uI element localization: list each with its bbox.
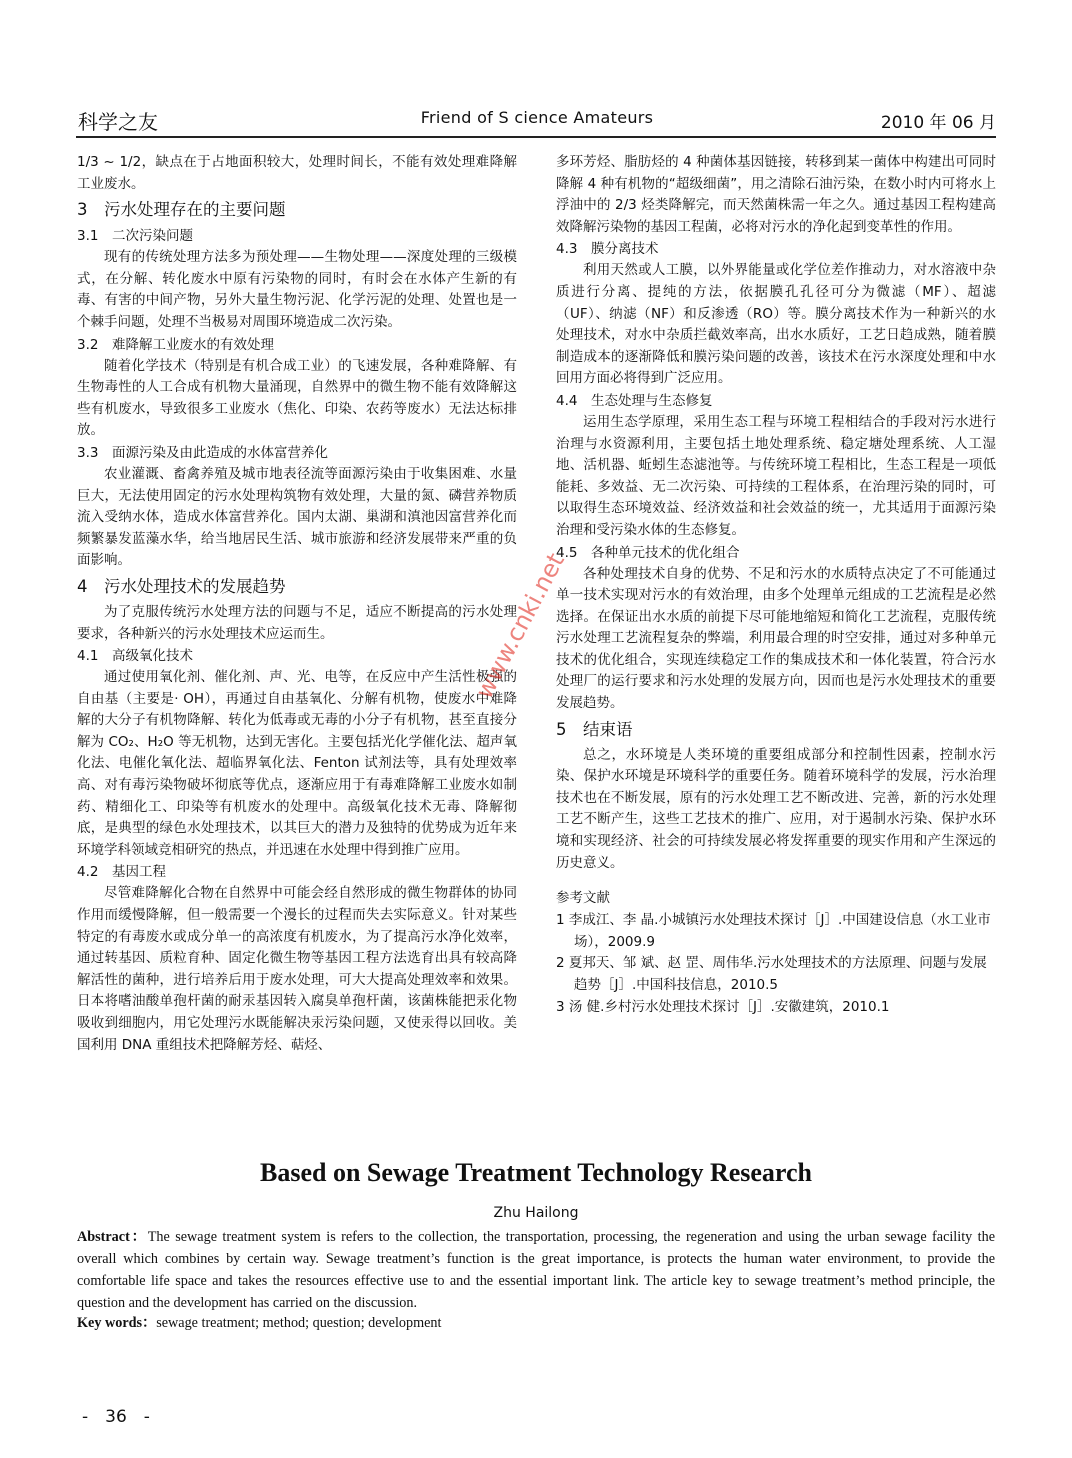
paragraph: 现有的传统处理方法多为预处理——生物处理——深度处理的三级模式，在分解、转化废水中原有污染物的同时，有时会在水体产生新的有毒、有害的中间产物，另外大量生物污泥、化学污泥的处理、处置也是一个棘手问题，处理不当极易对周围环境造成二次污染。 bbox=[77, 249, 517, 330]
paragraph: 1/3 ~ 1/2，缺点在于占地面积较大，处理时间长，不能有效处理难降解工业废水。 bbox=[77, 154, 517, 192]
abstract-label: Abstract： bbox=[77, 1229, 148, 1245]
paragraph: 多环芳烃、脂肪烃的 4 种菌体基因链接，转移到某一菌体中构建出可同时降解 4 种有机物的“超级细菌”，用之清除石油污染，在数小时内可将水上浮油中的 2/3 烃类降解完，而天然菌株需一年之久。通过基因工程构建高效降解污染物的基因工程菌，必将对污水的净化起到变革性的作用。 bbox=[556, 154, 996, 235]
subsection-heading: 3.2 难降解工业废水的有效处理 bbox=[77, 336, 274, 353]
subsection-heading: 4.4 生态处理与生态修复 bbox=[556, 392, 713, 409]
journal-name-en: Friend of S cience Amateurs bbox=[420, 108, 654, 127]
subsection-heading: 4.5 各种单元技术的优化组合 bbox=[556, 544, 740, 561]
section-heading: 3 污水处理存在的主要问题 bbox=[77, 200, 286, 220]
english-author: Zhu Hailong bbox=[493, 1205, 579, 1221]
subsection-heading: 4.1 高级氧化技术 bbox=[77, 648, 193, 665]
english-keywords bbox=[77, 1312, 995, 1334]
journal-name-cn: 科学之友 bbox=[78, 110, 158, 134]
issue-date: 2010 年 06 月 bbox=[880, 113, 996, 133]
left-column bbox=[77, 152, 517, 1056]
keywords-label: Key words： bbox=[77, 1315, 157, 1331]
subsection-heading: 3.1 二次污染问题 bbox=[77, 228, 193, 245]
reference-item: 3 汤 健.乡村污水处理技术探讨［J］.安徽建筑，2010.1 bbox=[556, 998, 890, 1015]
paragraph: 尽管难降解化合物在自然界中可能会经自然形成的微生物群体的协同作用而缓慢降解，但一般需要一个漫长的过程而失去实际意义。针对某些特定的有毒废水或成分单一的高浓度有机废水，为了提高污水净化效率，通过转基因、质粒育种、固定化微生物等基因工程方法选育出具有较高降解活性的菌种，进行培养后用于废水处理，可大大提高处理效率和效果。日本将嗜油酸单孢杆菌的耐汞基因转入腐臭单孢杆菌，该菌株能把汞化物吸收到细胞内，用它处理污水既能解决汞污染问题，又使汞得以回收。美国利用 DNA 重组技术把降解芳烃、萜烃、 bbox=[77, 885, 517, 1053]
reference-item: 1 李成江、李 晶.小城镇污水处理技术探讨［J］.中国建设信息（水工业市场），2009.9 bbox=[556, 912, 991, 950]
paragraph: 通过使用氧化剂、催化剂、声、光、电等，在反应中产生活性极强的自由基（主要是· OH），再通过自由基氧化、分解有机物，使废水中难降解的大分子有机物降解、转化为低毒或无毒的小分子有机物，甚至直接分解为 CO₂、H₂O 等无机物，达到无害化。主要包括光化学催化法、超声氧化法、电催化氧化法、超临界氧化法、Fenton 试剂法等，具有处理效率高、对有毒污染物破坏彻底等优点，逐渐应用于有毒难降解工业废水如制药、精细化工、印染等有机废水的处理中。高级氧化技术无毒、降解彻底，是典型的绿色水处理技术，以其巨大的潜力及独特的优势成为近年来环境学科领域竞相研究的热点，并迅速在水处理中得到推广应用。 bbox=[77, 669, 517, 858]
paragraph: 随着化学技术（特别是有机合成工业）的飞速发展，各种难降解、有生物毒性的人工合成有机物大量涌现，自然界中的微生物不能有效降解这些有机废水，导致很多工业废水（焦化、印染、农药等废水）无法达标排放。 bbox=[77, 357, 517, 439]
paragraph: 各种处理技术自身的优势、不足和污水的水质特点决定了不可能通过单一技术实现对污水的有效治理，由多个处理单元组成的工艺流程是必然选择。在保证出水水质的前提下尽可能地缩短和简化工艺流程，克服传统污水处理工艺流程复杂的弊端，利用最合理的时空安排，通过对多种单元技术的优化组合，实现连续稳定工作的集成技术和一体化装置，符合污水处理厂的运行要求和污水处理的发展方向，因而也是污水处理技术的重要发展趋势。 bbox=[556, 565, 996, 712]
paragraph: 总之，水环境是人类环境的重要组成部分和控制性因素，控制水污染、保护水环境是环境科学的重要任务。随着环境科学的发展，污水治理技术也在不断发展，原有的污水处理工艺不断改进、完善，新的污水处理工艺不断产生，这些工艺技术的推广、应用，对于遏制水污染、保护水环境和实现经济、社会的可持续发展必将发挥重要的现实作用和产生深远的历史意义。 bbox=[556, 746, 996, 871]
subsection-heading: 4.3 膜分离技术 bbox=[556, 241, 659, 258]
section-heading: 4 污水处理技术的发展趋势 bbox=[77, 576, 286, 596]
english-abstract bbox=[77, 1226, 995, 1314]
subsection-heading: 3.3 面源污染及由此造成的水体富营养化 bbox=[77, 444, 328, 461]
header-rule bbox=[76, 136, 996, 138]
keywords-text: sewage treatment; method; question; development bbox=[156, 1315, 442, 1331]
section-heading: 5 结束语 bbox=[556, 719, 633, 739]
paragraph: 为了克服传统污水处理方法的问题与不足，适应不断提高的污水处理要求，各种新兴的污水处理技术应运而生。 bbox=[77, 603, 517, 642]
references-heading: 参考文献 bbox=[556, 890, 610, 907]
english-title: Based on Sewage Treatment Technology Research bbox=[259, 1158, 813, 1187]
right-column bbox=[556, 152, 996, 1018]
paragraph: 运用生态学原理，采用生态工程与环境工程相结合的手段对污水进行治理与水资源利用，主要包括土地处理系统、稳定塘处理系统、人工湿地、活机器、蚯蚓生态滤池等。与传统环境工程相比，生态工程是一项低能耗、多效益、无二次污染、可持续的工程体系，在治理污染的同时，可以取得生态环境效益、经济效益和社会效益的统一，尤其适用于面源污染治理和受污染水体的生态修复。 bbox=[556, 413, 996, 538]
running-header bbox=[78, 106, 996, 138]
abstract-text: The sewage treatment system is refers to the collection, the transportation, processing, the regeneration and using the urban sewage facility the overall which combines by certain way. Sewage treatment’s function is the great importance, is protects the human water environment, to provide the comfortable life space and takes the resources effective use to and the essential important link. The article key to sewage treatment’s method principle, the question and the development has carried on the discussion. bbox=[77, 1229, 995, 1311]
subsection-heading: 4.2 基因工程 bbox=[77, 864, 166, 881]
paragraph: 农业灌溉、畜禽养殖及城市地表径流等面源污染由于收集困难、水量巨大，无法使用固定的污水处理构筑物有效处理，大量的氮、磷营养物质流入受纳水体，造成水体富营养化。国内太湖、巢湖和滇池因富营养化而频繁暴发蓝藻水华，给当地居民生活、城市旅游和经济发展带来严重的负面影响。 bbox=[77, 465, 517, 569]
page-number: - 36 - bbox=[82, 1407, 150, 1427]
paragraph: 利用天然或人工膜，以外界能量或化学位差作推动力，对水溶液中杂质进行分离、提纯的方法，依据膜孔孔径可分为微滤（MF）、超滤（UF）、纳滤（NF）和反渗透（RO）等。膜分离技术作为一种新兴的水处理技术，对水中杂质拦截效率高，出水水质好，工艺日趋成熟，随着膜制造成本的逐渐降低和膜污染问题的改善，该技术在污水深度处理和中水回用方面必将得到广泛应用。 bbox=[556, 262, 996, 387]
reference-item: 2 夏邦天、邹 斌、赵 罡、周伟华.污水处理技术的方法原理、问题与发展趋势［J］.中国科技信息，2010.5 bbox=[556, 955, 987, 993]
watermark: www.cnki.net bbox=[470, 548, 570, 704]
